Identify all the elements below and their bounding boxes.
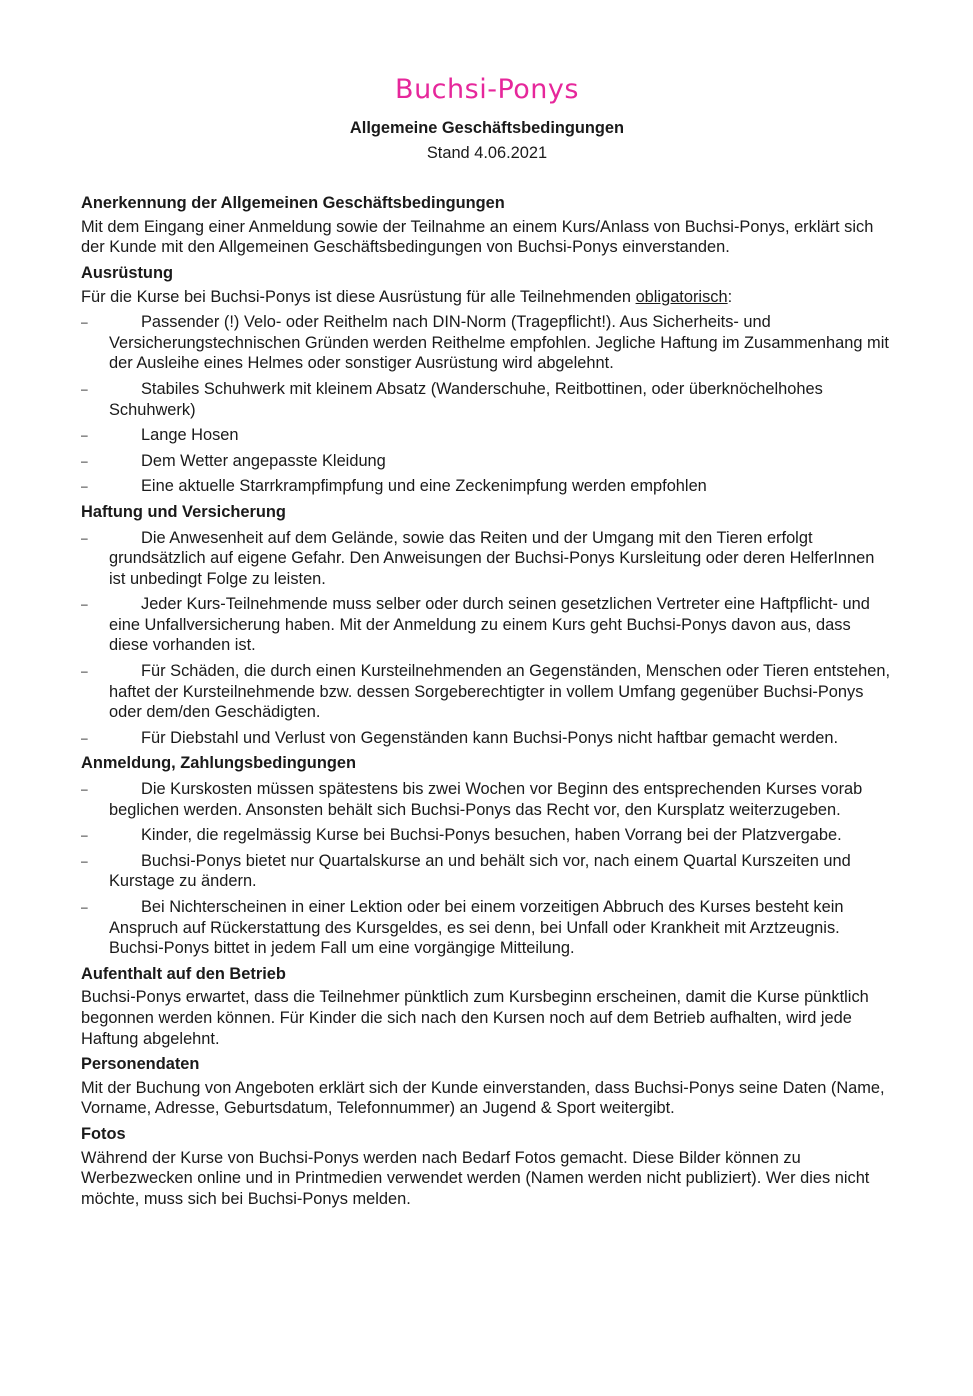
section-paragraph: Während der Kurse von Buchsi-Ponys werden nach Bedarf Fotos gemacht. Diese Bilder können zu Werbezwecken online und in Printmedien verwendet werden (Namen werden nicht publiziert). Wer dies nicht möchte, muss sich bei Buchsi-Ponys melden. [81,1148,870,1208]
equipment-list [81,312,893,497]
list-item-text: Die Kurskosten müssen spätestens bis zwei Wochen vor Beginn des entsprechenden Kurses vorab beglichen werden. Ansonsten behält sich Buchsi-Ponys das Recht vor, den Kursplatz weiterzugeben. [109,780,863,819]
list-item-text: Kinder, die regelmässig Kurse bei Buchsi-Ponys besuchen, haben Vorrang bei der Platzvergabe. [141,826,842,845]
list-item-text: Lange Hosen [141,426,239,445]
list-item [81,728,893,749]
section-intro [81,287,893,308]
document-body [81,193,893,1209]
list-item [81,425,893,446]
section-anmeldung [81,753,893,958]
liability-list [81,528,893,749]
section-heading: Anmeldung, Zahlungsbedingungen [81,754,356,773]
dash-bullet: – [81,530,88,545]
logo: Buchsi-Ponys [395,74,579,105]
dash-bullet: – [81,853,88,868]
document-date: Stand 4.06.2021 [426,143,548,162]
list-item [81,528,893,590]
dash-bullet: – [81,828,88,843]
section-heading: Personendaten [81,1055,200,1074]
dash-bullet: – [81,453,88,468]
list-item-text: Für Diebstahl und Verlust von Gegenständen kann Buchsi-Ponys nicht haftbar gemacht werden. [141,728,839,747]
list-item [81,661,893,723]
section-heading: Fotos [81,1124,126,1143]
dash-bullet: – [81,900,88,914]
list-item [81,779,893,820]
section-paragraph: Buchsi-Ponys erwartet, dass die Teilnehmer pünktlich zum Kursbeginn erscheinen, damit die Kurse pünktlich begonnen werden können. Für Kinder die sich nach den Kursen noch auf dem Betrieb aufhalten, wird jede Haftung abgelehnt. [81,988,869,1048]
list-item [81,897,893,959]
list-item-text: Buchsi-Ponys bietet nur Quartalskurse an und behält sich vor, nach einem Quartal Kurszeiten und Kurstage zu ändern. [109,851,851,891]
list-item-text: Eine aktuelle Starrkrampfimpfung und eine Zeckenimpfung werden empfohlen [141,477,707,496]
list-item-text: Passender (!) Velo- oder Reithelm nach DIN-Norm (Tragepflicht!). Aus Sicherheits- und Versicherungstechnischen Gründen werden Reithelme empfohlen. Jegliche Haftung im Zusammenhang mit der Ausleihe eines Helmes oder sonstiger Ausrüstung wird abgelehnt. [109,313,889,373]
list-item [81,312,893,374]
intro-underlined: obligatorisch [635,287,728,306]
intro-text: Für die Kurse bei Buchsi-Ponys ist diese Ausrüstung für alle Teilnehmenden [81,287,636,306]
section-personendaten [81,1054,893,1119]
section-fotos [81,1124,893,1209]
section-heading: Anerkennung der Allgemeinen Geschäftsbedingungen [81,194,505,213]
dash-bullet: – [81,315,88,330]
list-item [81,851,893,892]
dash-bullet: – [81,381,88,396]
list-item [81,594,893,656]
section-heading: Haftung und Versicherung [81,502,286,521]
section-paragraph: Mit der Buchung von Angeboten erklärt sich der Kunde einverstanden, dass Buchsi-Ponys seine Daten (Name, Vorname, Adresse, Geburtsdatum, Telefonnummer) an Jugend & Sport weitergibt. [81,1078,885,1118]
intro-colon: : [727,287,733,306]
section-ausruestung [81,263,893,497]
dash-bullet: – [81,428,88,443]
section-heading: Ausrüstung [81,263,173,282]
list-item [81,451,893,472]
list-item [81,379,893,420]
list-item [81,476,893,497]
list-item [81,825,893,846]
list-item-text: Die Anwesenheit auf dem Gelände, sowie das Reiten und der Umgang mit den Tieren erfolgt grundsätzlich auf eigene Gefahr. Den Anweisungen der Buchsi-Ponys Kursleitung oder deren HelferInnen ist unbedingt Folge zu leisten. [109,528,875,588]
section-paragraph: Mit dem Eingang einer Anmeldung sowie der Teilnahme an einem Kurs/Anlass von Buchsi-Ponys, erklärt sich der Kunde mit den Allgemeinen Geschäftsbedingungen von Buchsi-Ponys einverstanden. [81,217,874,257]
section-anerkennung [81,193,893,258]
document-title: Allgemeine Geschäftsbedingungen [349,119,625,137]
list-item-text: Dem Wetter angepasste Kleidung [141,451,386,470]
list-item-text: Jeder Kurs-Teilnehmende muss selber oder durch seinen gesetzlichen Vertreter eine Haftpflicht- und eine Unfallversicherung haben. Mit der Anmeldung zu einem Kurs geht Buchsi-Ponys davon aus, dass diese vorhanden ist. [109,595,870,655]
section-heading: Aufenthalt auf den Betrieb [81,964,286,983]
registration-list [81,779,893,959]
section-aufenthalt [81,964,893,1049]
list-item-text: Bei Nichterscheinen in einer Lektion oder bei einem vorzeitigen Abbruch des Kurses besteht kein Anspruch auf Rückerstattung des Kursgeldes, es sei denn, bei Unfall oder Krankheit mit Arztzeugnis. Buchsi-Ponys bittet in jedem Fall um eine vorgängige Mitteilung. [109,898,844,958]
dash-bullet: – [81,597,88,612]
dash-bullet: – [81,664,88,679]
list-item-text: Stabiles Schuhwerk mit kleinem Absatz (Wanderschuhe, Reitbottinen, oder überknöchelhohes Schuhwerk) [109,379,823,419]
section-haftung [81,502,893,749]
dash-bullet: – [81,730,88,745]
dash-bullet: – [81,782,88,797]
list-item-text: Für Schäden, die durch einen Kursteilnehmenden an Gegenständen, Menschen oder Tieren entstehen, haftet der Kursteilnehmende bzw. dessen Sorgeberechtigter in vollem Umfang gegenüber Buchsi-Ponys oder dem/den Geschädigten. [109,662,891,722]
dash-bullet: – [81,479,88,494]
